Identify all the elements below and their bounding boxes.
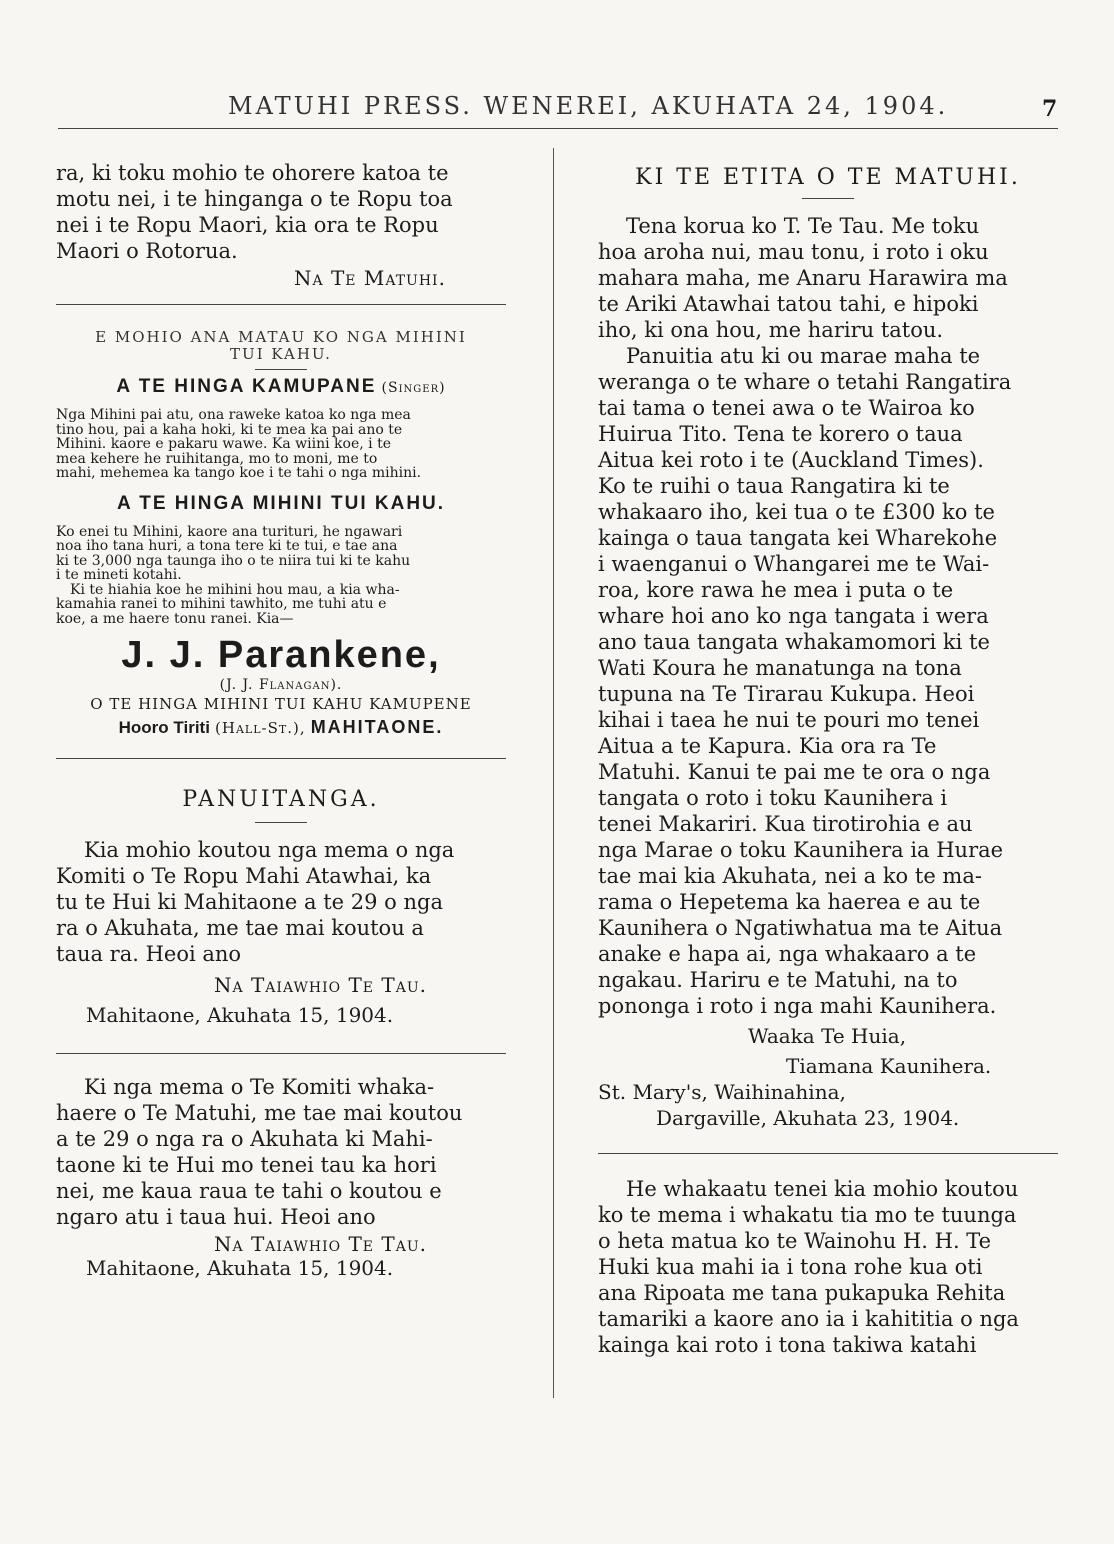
text-line: a te 29 o nga ra o Akuhata ki Mahi- (56, 1127, 433, 1151)
text-line: weranga o te whare o tetahi Rangatira (598, 370, 1012, 394)
text-line: mahara maha, me Anaru Harawira ma (598, 266, 1008, 290)
ad-paragraph-1 (56, 408, 506, 481)
letter-place: St. Mary's, Waihinahina, (598, 1080, 846, 1104)
text-line: te Ariki Atawhai tatou tahi, e hipoki (598, 292, 979, 316)
text-line: Ko te ruihi o taua Rangatira ki te (598, 474, 950, 498)
letter-signature-name: Waaka Te Huia, (748, 1024, 907, 1048)
text-line: kamahia ranei to mihini tawhito, me tuhi atu e (56, 596, 387, 612)
text-line: mahi, mehemea ka tango koe i te tahi o nga mihini. (56, 465, 422, 481)
section-rule (598, 1153, 1058, 1154)
page-header (0, 92, 1114, 132)
text-line: mea kehere he ruihitanga, mo to moni, me to (56, 450, 378, 467)
text-line: ki te 3,000 nga taunga iho o te niira tui ki te kahu (56, 552, 411, 569)
text-line: Huirua Tito. Tena te korero o taua (598, 422, 963, 446)
text-line: ana Ripoata me tana pukapuka Rehita (598, 1281, 1006, 1305)
text-line: noa iho tana huri, a tona tere ki te tui, e tae ana (56, 538, 398, 554)
address-town: MAHITAONE. (310, 717, 444, 737)
text-line: tai tama o tenei awa o te Wairoa ko (598, 396, 975, 420)
ad-heading-1-text: A TE HINGA KAMUPANE (116, 376, 377, 397)
text-line: tu te Hui ki Mahitaone a te 29 o nga (56, 890, 443, 914)
text-line: Aitua a te Kapura. Kia ora ra Te (598, 734, 937, 758)
section-rule (56, 758, 506, 759)
text-line: nga Marae o toku Kaunihera ia Hurae (598, 838, 1004, 862)
announcement-notice (598, 1176, 1058, 1358)
ad-heading-2: A TE HINGA MIHINI TUI KAHU. (116, 492, 446, 514)
left-column (56, 160, 506, 1280)
notice-signature: Na Taiawhio Te Tau. (214, 973, 427, 997)
ad-paragraph-2 (56, 525, 506, 583)
text-line: tenei Makariri. Kua tirotirohia e au (598, 812, 973, 836)
text-line: tino hou, pai a kaha hoki, ki te mea ka pai ano te (56, 421, 403, 438)
ad-heading-1 (56, 376, 506, 398)
text-line: ko te mema i whakatu tia mo te tuunga (598, 1203, 1017, 1227)
text-line: tae mai kia Akuhata, nei a ko te ma- (598, 864, 982, 888)
text-line: nei i te Ropu Maori, kia ora te Ropu (56, 213, 439, 237)
section-rule (56, 304, 506, 305)
text-line: whakaaro iho, kei tua o te £300 ko te (598, 500, 995, 524)
text-line: iho, ki ona hou, me hariru tatou. (598, 318, 944, 342)
text-line: ngakau. Hariru e te Matuhi, na to (598, 968, 958, 992)
text-line: koe, a me haere tonu ranei. Kia— (56, 610, 294, 627)
short-rule (255, 369, 307, 370)
advertiser-name: J. J. Parankene, (121, 634, 441, 676)
text-line: Matuhi. Kanui te pai me te ora o nga (598, 760, 991, 784)
letter-signature-title: Tiamana Kaunihera. (786, 1054, 992, 1078)
text-line: Panuitia atu ki ou marae maha te (626, 344, 981, 368)
text-line: Mihini. kaore e pakaru wawe. Ka wiini koe, i te (56, 436, 391, 452)
text-line: ra o Akuhata, me tae mai koutou a (56, 916, 424, 940)
text-line: taone ki te Hui mo tenei tau ka hori (56, 1153, 437, 1177)
continued-article (56, 160, 506, 264)
text-line: taua ra. Heoi ano (56, 942, 242, 966)
notice-body (56, 1074, 506, 1230)
advertiser-company: O TE HINGA MIHINI TUI KAHU KAMUPENE (90, 695, 472, 713)
text-line: Kaunihera o Ngatiwhatua ma te Aitua (598, 916, 1003, 940)
address-street: Hooro Tiriti (118, 718, 210, 737)
notice-dateline: Mahitaone, Akuhata 15, 1904. (86, 1003, 394, 1027)
short-rule (802, 198, 854, 199)
text-line: tamariki a kaore ano ia i kahititia o nga (598, 1307, 1019, 1331)
text-line: Aitua kei roto i te (Auckland Times). (598, 448, 984, 472)
text-line: o heta matua ko te Wainohu H. H. Te (598, 1229, 992, 1253)
header-rule (58, 128, 1058, 129)
letter-date: Dargaville, Akuhata 23, 1904. (656, 1106, 960, 1130)
notice-dateline: Mahitaone, Akuhata 15, 1904. (86, 1256, 394, 1280)
ad-heading-1-sub: (Singer) (381, 380, 446, 396)
text-line: ngaro atu i taua hui. Heoi ano (56, 1205, 376, 1229)
section-rule (56, 1053, 506, 1054)
text-line: i waenganui o Whangarei me te Wai- (598, 552, 990, 576)
text-line: ra, ki toku mohio te ohorere katoa te (56, 161, 449, 185)
text-line: rama o Hepetema ka haerea e au te (598, 890, 981, 914)
text-line: pononga i roto i nga mahi Kaunihera. (598, 994, 997, 1018)
text-line: i te mineti kotahi. (56, 567, 182, 583)
short-rule (255, 822, 307, 823)
text-line: He whakaatu tenei kia mohio koutou (626, 1177, 1019, 1201)
letter-body (598, 213, 1058, 1019)
text-line: kainga kai roto i tona takiwa katahi (598, 1333, 977, 1357)
text-line: Ki te hiahia koe he mihini hou mau, a kia wha- (70, 581, 400, 598)
text-line: Maori o Rotorua. (56, 239, 238, 263)
sewing-machine-ad (56, 329, 506, 738)
advertiser-english-name: (J. J. Flanagan). (219, 677, 343, 693)
text-line: Tena korua ko T. Te Tau. Me toku (626, 214, 980, 238)
text-line: motu nei, i te hinganga o te Ropu toa (56, 187, 453, 211)
text-line: E MOHIO ANA MATAU KO NGA MIHINI (95, 328, 467, 346)
text-line: nei, me kaua raua te tahi o koutou e (56, 1179, 442, 1203)
notice-signature: Na Taiawhio Te Tau. (214, 1232, 427, 1256)
text-line: hoa aroha nui, mau tonu, i roto i oku (598, 240, 989, 264)
text-line: Nga Mihini pai atu, ona raweke katoa ko nga mea (56, 407, 411, 423)
text-line: anake e hapa ai, nga whakaaro a te (598, 942, 977, 966)
notice-body (56, 837, 506, 967)
committee-notice (56, 1074, 506, 1280)
text-line: TUI KAHU. (230, 345, 332, 363)
text-line: tangata o roto i toku Kaunihera i (598, 786, 948, 810)
ad-notice-heading (56, 329, 506, 363)
text-line: Komiti o Te Ropu Mahi Atawhai, ka (56, 864, 432, 888)
text-line: whare hoi ano ko nga tangata i wera (598, 604, 989, 628)
address-street-english: (Hall-St.), (215, 719, 306, 737)
text-line: Wati Koura he manatunga na tona (598, 656, 962, 680)
letter-title: KI TE ETITA O TE MATUHI. (635, 165, 1021, 190)
article-signature: Na Te Matuhi. (294, 266, 446, 290)
text-line: Huki kua mahi ia i tona rohe kua oti (598, 1255, 983, 1279)
text-line: kihai i taea he nui te pouri mo tenei (598, 708, 980, 732)
text-line: haere o Te Matuhi, me tae mai koutou (56, 1101, 463, 1125)
text-line: tupuna na Te Tirarau Kukupa. Heoi (598, 682, 975, 706)
column-divider (553, 148, 554, 1398)
panuitanga-notice (56, 787, 506, 1027)
right-column (598, 165, 1058, 1358)
text-line: Kia mohio koutou nga mema o nga (84, 838, 455, 862)
text-line: roa, kore rawa he mea i puta o te (598, 578, 954, 602)
advertiser-address (56, 717, 506, 738)
masthead-title: MATUHI PRESS. WENEREI, AKUHATA 24, 1904. (228, 92, 949, 120)
text-line: kainga o taua tangata kei Wharekohe (598, 526, 998, 550)
text-line: ano taua tangata whakamomori ki te (598, 630, 990, 654)
text-line: Ki nga mema o Te Komiti whaka- (84, 1075, 435, 1099)
notice-title: PANUITANGA. (182, 787, 380, 812)
ad-paragraph-3 (56, 583, 506, 627)
text-line: Ko enei tu Mihini, kaore ana turituri, he ngawari (56, 523, 403, 540)
page-number: 7 (1042, 96, 1058, 122)
